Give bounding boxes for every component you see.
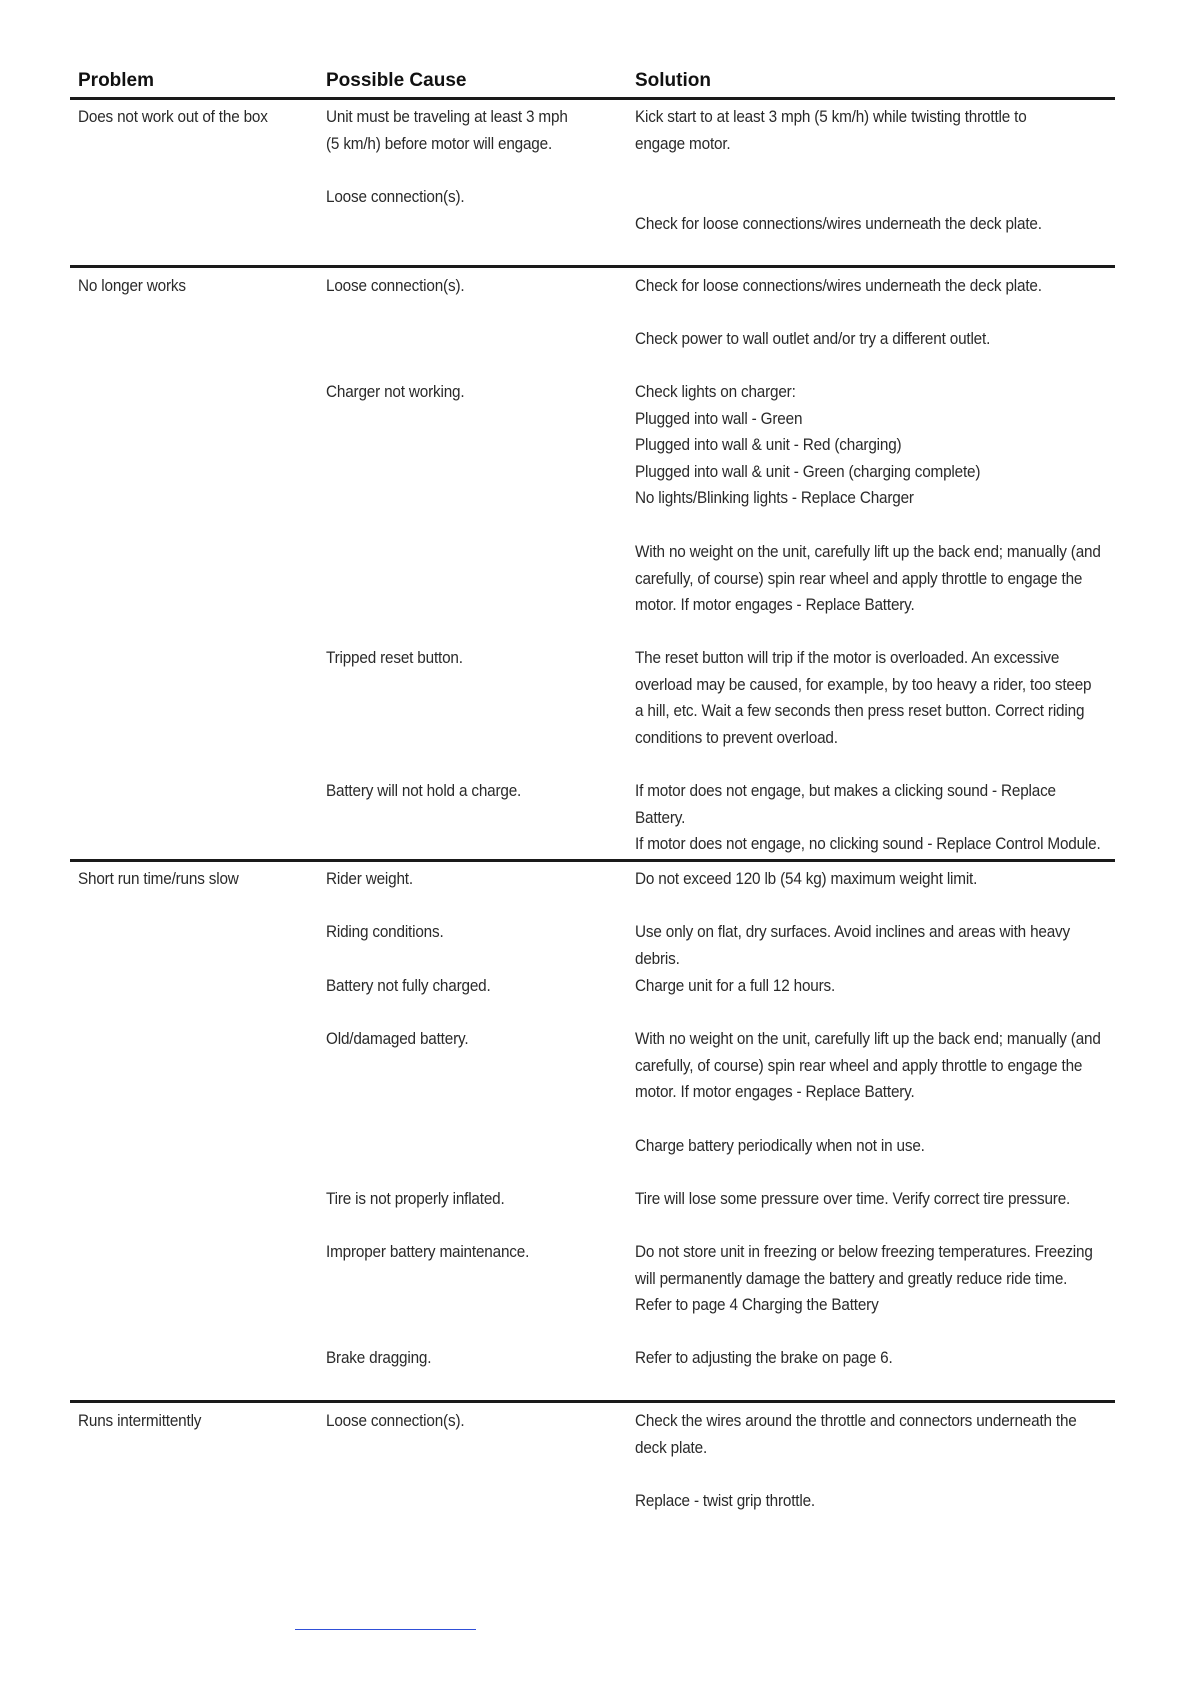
row-1-solution-2: Check for loose connections/wires underneath the deck plate. <box>635 214 1042 233</box>
row-4-solution-2: Replace - twist grip throttle. <box>635 1491 815 1510</box>
row-3-cause-6: Improper battery maintenance. <box>326 1242 530 1261</box>
row-3-solution-3: Charge unit for a full 12 hours. <box>635 976 836 995</box>
row-2-solution-1: Check for loose connections/wires underneath the deck plate. <box>635 276 1042 295</box>
row-3-solution-2: Use only on flat, dry surfaces. Avoid inclines and areas with heavy debris. <box>635 922 1070 968</box>
row-3-solution-6: Tire will lose some pressure over time. Verify correct tire pressure. <box>635 1189 1071 1208</box>
row-2-cause-1: Loose connection(s). <box>326 276 465 295</box>
row-2-cause-3: Tripped reset button. <box>326 648 463 667</box>
footer-link-underline[interactable] <box>295 1629 476 1630</box>
row-3-cause-5: Tire is not properly inflated. <box>326 1189 505 1208</box>
header-problem: Problem <box>78 70 155 91</box>
row-3-cause-3: Battery not fully charged. <box>326 976 491 995</box>
row-3-cause-2: Riding conditions. <box>326 922 444 941</box>
row-3-cause-1: Rider weight. <box>326 869 413 888</box>
row-1-problem: Does not work out of the box <box>78 107 268 126</box>
row-3-cause-7: Brake dragging. <box>326 1348 432 1367</box>
row-4-cause-1: Loose connection(s). <box>326 1411 465 1430</box>
row-3-solution-1: Do not exceed 120 lb (54 kg) maximum weight limit. <box>635 869 978 888</box>
row-2-cause-2: Charger not working. <box>326 382 465 401</box>
row-3-cause-4: Old/damaged battery. <box>326 1029 469 1048</box>
row-1-solution-1: Kick start to at least 3 mph (5 km/h) while twisting throttle to engage motor. <box>635 107 1027 153</box>
header-possible-cause: Possible Cause <box>326 70 467 91</box>
row-4-solution-1: Check the wires around the throttle and connectors underneath the deck plate. <box>635 1411 1077 1457</box>
row-3-solution-7: Do not store unit in freezing or below freezing temperatures. Freezing will permanently damage the battery and greatly reduce ride time. Refer to page 4 Charging the Battery <box>635 1242 1093 1314</box>
row-3-solution-8: Refer to adjusting the brake on page 6. <box>635 1348 893 1367</box>
row-2-cause-4: Battery will not hold a charge. <box>326 781 522 800</box>
row-divider <box>70 1400 1115 1403</box>
header-solution: Solution <box>635 70 711 91</box>
row-2-solution-3: Check lights on charger: Plugged into wall - Green Plugged into wall & unit - Red (charging) Plugged into wall & unit - Green (charging complete) No lights/Blinking lights - Replace Charger <box>635 382 981 507</box>
row-1-cause-1: Unit must be traveling at least 3 mph (5 km/h) before motor will engage. <box>326 107 568 153</box>
header-rule <box>70 97 1115 100</box>
row-2-solution-4: With no weight on the unit, carefully lift up the back end; manually (and carefully, of course) spin rear wheel and apply throttle to engage the motor. If motor engages - Replace Battery. <box>635 542 1101 614</box>
row-2-solution-6: If motor does not engage, but makes a clicking sound - Replace Battery. If motor does not engage, no clicking sound - Replace Control Module. <box>635 781 1101 853</box>
row-divider <box>70 859 1115 862</box>
row-2-problem: No longer works <box>78 276 186 295</box>
row-3-solution-4: With no weight on the unit, carefully lift up the back end; manually (and carefully, of course) spin rear wheel and apply throttle to engage the motor. If motor engages - Replace Battery. <box>635 1029 1101 1101</box>
row-1-cause-2: Loose connection(s). <box>326 187 465 206</box>
row-3-solution-5: Charge battery periodically when not in use. <box>635 1136 925 1155</box>
row-divider <box>70 265 1115 268</box>
row-2-solution-5: The reset button will trip if the motor is overloaded. An excessive overload may be caused, for example, by too heavy a rider, too steep a hill, etc. Wait a few seconds then press reset button. Correct riding conditions to prevent overload. <box>635 648 1092 747</box>
row-2-solution-2: Check power to wall outlet and/or try a different outlet. <box>635 329 991 348</box>
row-4-problem: Runs intermittently <box>78 1411 202 1430</box>
row-3-problem: Short run time/runs slow <box>78 869 239 888</box>
